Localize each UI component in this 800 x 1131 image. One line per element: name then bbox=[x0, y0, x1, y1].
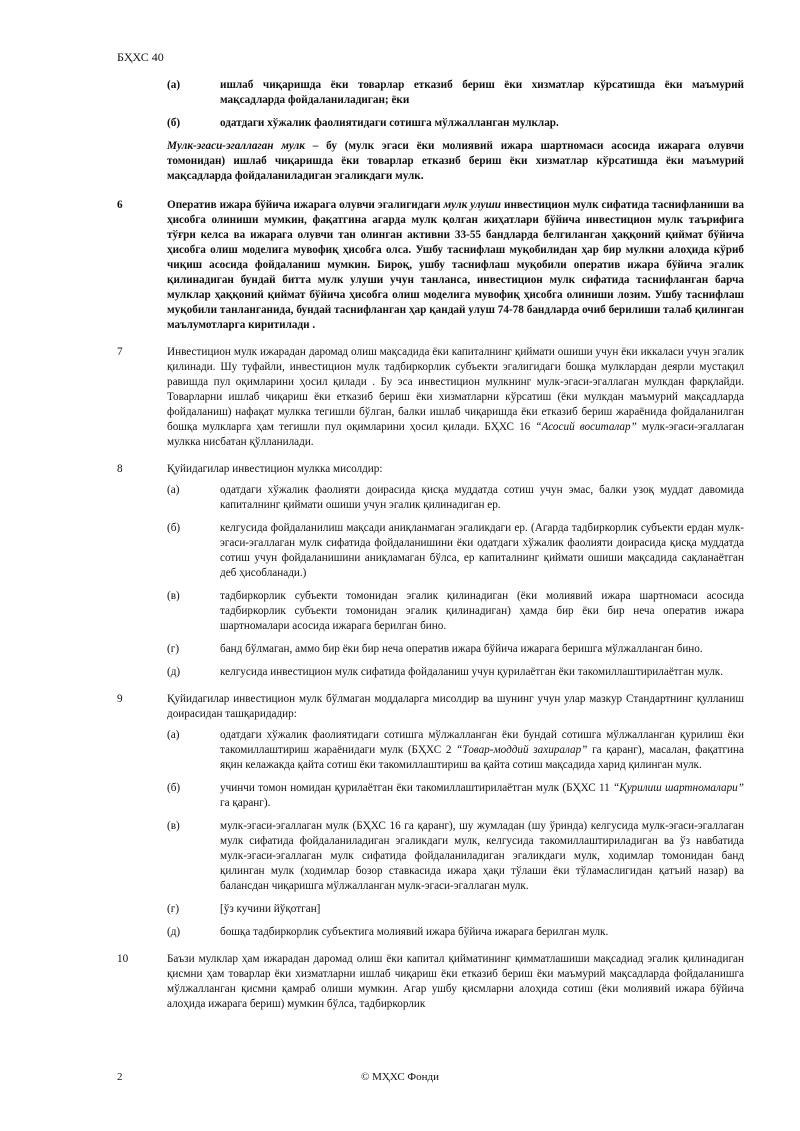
page-number: 2 bbox=[117, 1071, 123, 1083]
intro-item-b: (б) одатдаги хўжалик фаолиятидаги сотишга мўлжалланган мулклар. bbox=[167, 117, 559, 129]
definition-text: – бу (мулк эгаси ёки молиявий ижара шартномаси асосида ижарага олувчи томонидан) ишлаб чиқаришда ёки товарлар етказиб бериш ёки хизматлар кўрсатишда ёки маъмурий мақсадларда фойдаланиладиган эгаликдаги мулк. bbox=[167, 140, 744, 182]
page-content bbox=[117, 78, 744, 1021]
paragraph-9-list bbox=[167, 728, 744, 940]
intro-list bbox=[167, 78, 744, 131]
paragraph-number: 7 bbox=[117, 346, 123, 358]
paragraph-number: 8 bbox=[117, 463, 123, 475]
definition-owner-occupied bbox=[167, 139, 744, 184]
list-item: (б) учинчи томон номидан қурилаётган ёки такомиллаштирилаётган мулк (БҲХС 11 “Қурилиш шартномалари” га қаранг). bbox=[167, 782, 744, 809]
paragraph-lead: Қуйидагилар инвестицион мулкка мисолдир: bbox=[167, 463, 383, 475]
paragraph-8-list bbox=[167, 483, 744, 680]
paragraph-text: Инвестицион мулк ижарадан даромад олиш мақсадида ёки капиталнинг қиймати ошиши учун ёки иккаласи учун эгалик қилинади. Шу туфайли, инвестицион мулк тадбиркорлик субъекти эгалигидаги бошқа мулклардан деярли мустақил равишда пул оқимларини ҳосил қилади . Бу эса инвестицион мулкнинг мулк-эгаси-эгаллаган мулкдан фарқлайди. Товарларни ишлаб чиқариш ёки етказиб бериш ёки хизматларни кўрсатиш (ёки мулкдан маъмурий мақсадларда фойдаланиш) нафақат мулкка тегишли бўлган, балки ишлаб чиқаришда ёки етказиб бериш жараёнида фойдаланилган бошқа мулкларга ҳам тегишли пул оқимларини ҳосил қилади. БҲХС 16 “Асосий воситалар” мулк-эгаси-эгаллаган мулкка нисбатан қўлланилади. bbox=[167, 346, 745, 448]
standard-code-header: БҲХС 40 bbox=[117, 50, 164, 64]
list-item: (а) одатдаги хўжалик фаолиятидаги сотишга мўлжалланган ёки бундай сотишга мўлжалланган қурилиш ёки такомиллаштириш жараёнидаги мулк (БҲХС 2 “Товар-моддий захиралар” га қаранг), масалан, фақатгина яқин келажакда қайта сотиш ёки такомиллаштириш ва қайта сотиш мақсадида харид қилинган мулк. bbox=[167, 729, 744, 771]
intro-item-a: (а) ишлаб чиқаришда ёки товарлар етказиб бериш ёки хизматлар кўрсатишда ёки маъмурий мақсадларда фойдаланиладиган; ёки bbox=[167, 79, 744, 106]
list-item: (д) келгусида инвестицион мулк сифатида фойдаланиш учун қурилаётган ёки такомиллаштирилаётган мулк. bbox=[167, 666, 724, 678]
paragraph-10 bbox=[117, 952, 744, 1012]
paragraph-text: Оператив ижара бўйича ижарага олувчи эгалигидаги мулк улуши инвестицион мулк сифатида таснифланиши ва ҳисобга олиниши мумкин, фақатгина агарда мулк қолган жиҳатлари бўйича инвестицион мулк таърифига тўғри келса ва ижарага олувчи тан олинган активни 33-55 бандларда белгиланган ҳаққоний қиймат бўйича ҳисобга олиш моделига мувофиқ ҳисобга олса. Ушбу таснифлаш муқобилидан ҳар бир мулкни алоҳида кўриб чиқиш асосида фойдаланиш мумкин. Бироқ, ушбу таснифлаш муқобили оператив ижара бўйича эгалик қилинадиган бундай битта мулк улуши учун танланса, инвестицион мулк сифатида таснифланган барча мулклар ҳаққоний қиймат бўйича ҳисобга олиш моделига мувофиқ ҳисобга олиниши лозим. Ушбу таснифлаш муқобили танланганида, бундай таснифланган ҳар қандай улуш 74-78 бандларда очиб берилиши талаб қилинган маълумотларга киритилади . bbox=[167, 199, 744, 331]
paragraph-7 bbox=[117, 345, 744, 450]
definition-term: Мулк-эгаси-эгаллаган мулк bbox=[167, 140, 305, 152]
list-item: (б) келгусида фойдаланилиш мақсади аниқланмаган эгаликдаги ер. (Агарда тадбиркорлик субъекти ердан мулк-эгаси-эгаллаган мулк сифатида фойдаланишини ёки одатдаги хўжалик фаолияти доирасида қисқа муддатда сотиш учун фойдаланишини аниқламаган бўлса, ер капиталнинг қиймати ошиши мақсадида сақланаётган деб ҳисобланади.) bbox=[167, 522, 744, 579]
paragraph-8 bbox=[117, 462, 744, 477]
list-item: (в) тадбиркорлик субъекти томонидан эгалик қилинадиган (ёки молиявий ижара шартномаси асосида тадбиркорлик субъекти томонидан эгалик қилинадиган) ҳамда бир ёки бир неча оператив ижара шартномалари асосида ижарага берилган бино. bbox=[167, 590, 744, 632]
footer-copyright: © МҲХС Фонди bbox=[360, 1071, 439, 1083]
list-item: (в) мулк-эгаси-эгаллаган мулк (БҲХС 16 га қаранг), шу жумладан (шу ўринда) келгусида мулк-эгаси-эгаллаган мулк сифатида фойдаланиладиган эгаликдаги мулк, келгусида такомиллаштириладиган ва ўз навбатида мулк-эгаси-эгаллаган мулк сифатида фойдаланиладиган эгаликдаги мулк, ходимлар томонидан банд қилинган мулк (ходимлар бозор ставкасида ижара ҳақи тўлаши ёки тўламаслигидан қатъий назар) ва балансдан чиқаришга мўлжалланган мулк-эгаси-эгаллаган мулк. bbox=[167, 820, 744, 892]
list-item: (г) банд бўлмаган, аммо бир ёки бир неча оператив ижара бўйича ижарага беришга мўлжалланган бино. bbox=[167, 643, 703, 655]
list-item: (д) бошқа тадбиркорлик субъектига молиявий ижара бўйича ижарага берилган мулк. bbox=[167, 926, 609, 938]
list-item: (а) одатдаги хўжалик фаолияти доирасида қисқа муддатда сотиш учун эмас, балки узоқ муддат давомида капиталнинг қиймати ошиши учун эгалик қилинадиган ер. bbox=[167, 484, 744, 511]
paragraph-9 bbox=[117, 692, 744, 722]
paragraph-lead: Қуйидагилар инвестицион мулк бўлмаган моддаларга мисолдир ва шунинг учун улар мазкур Стандартнинг қулланиш доирасидан ташқаридадир: bbox=[167, 693, 744, 720]
paragraph-number: 9 bbox=[117, 693, 123, 705]
paragraph-number: 6 bbox=[117, 199, 123, 211]
paragraph-number: 10 bbox=[117, 953, 129, 965]
list-item: (г) [ўз кучини йўқотган] bbox=[167, 903, 321, 915]
paragraph-6 bbox=[117, 198, 744, 333]
paragraph-text: Баъзи мулклар ҳам ижарадан даромад олиш ёки капитал қийматининг қимматлашиши мақсадиад эгалик қилинадиган қисмни ҳам товарлар ёки хизматларни ишлаб чиқариш ёки етказиб бериш ёки маъмурий мақсадларда фойдаланишга мўлжалланган қисмни қамраб олиши мумкин. Агар ушбу қисмларни алоҳида сотиш (ёки молиявий ижара бўйича алоҳида ижарага бериш) мумкин бўлса, тадбиркорлик bbox=[167, 953, 744, 1010]
